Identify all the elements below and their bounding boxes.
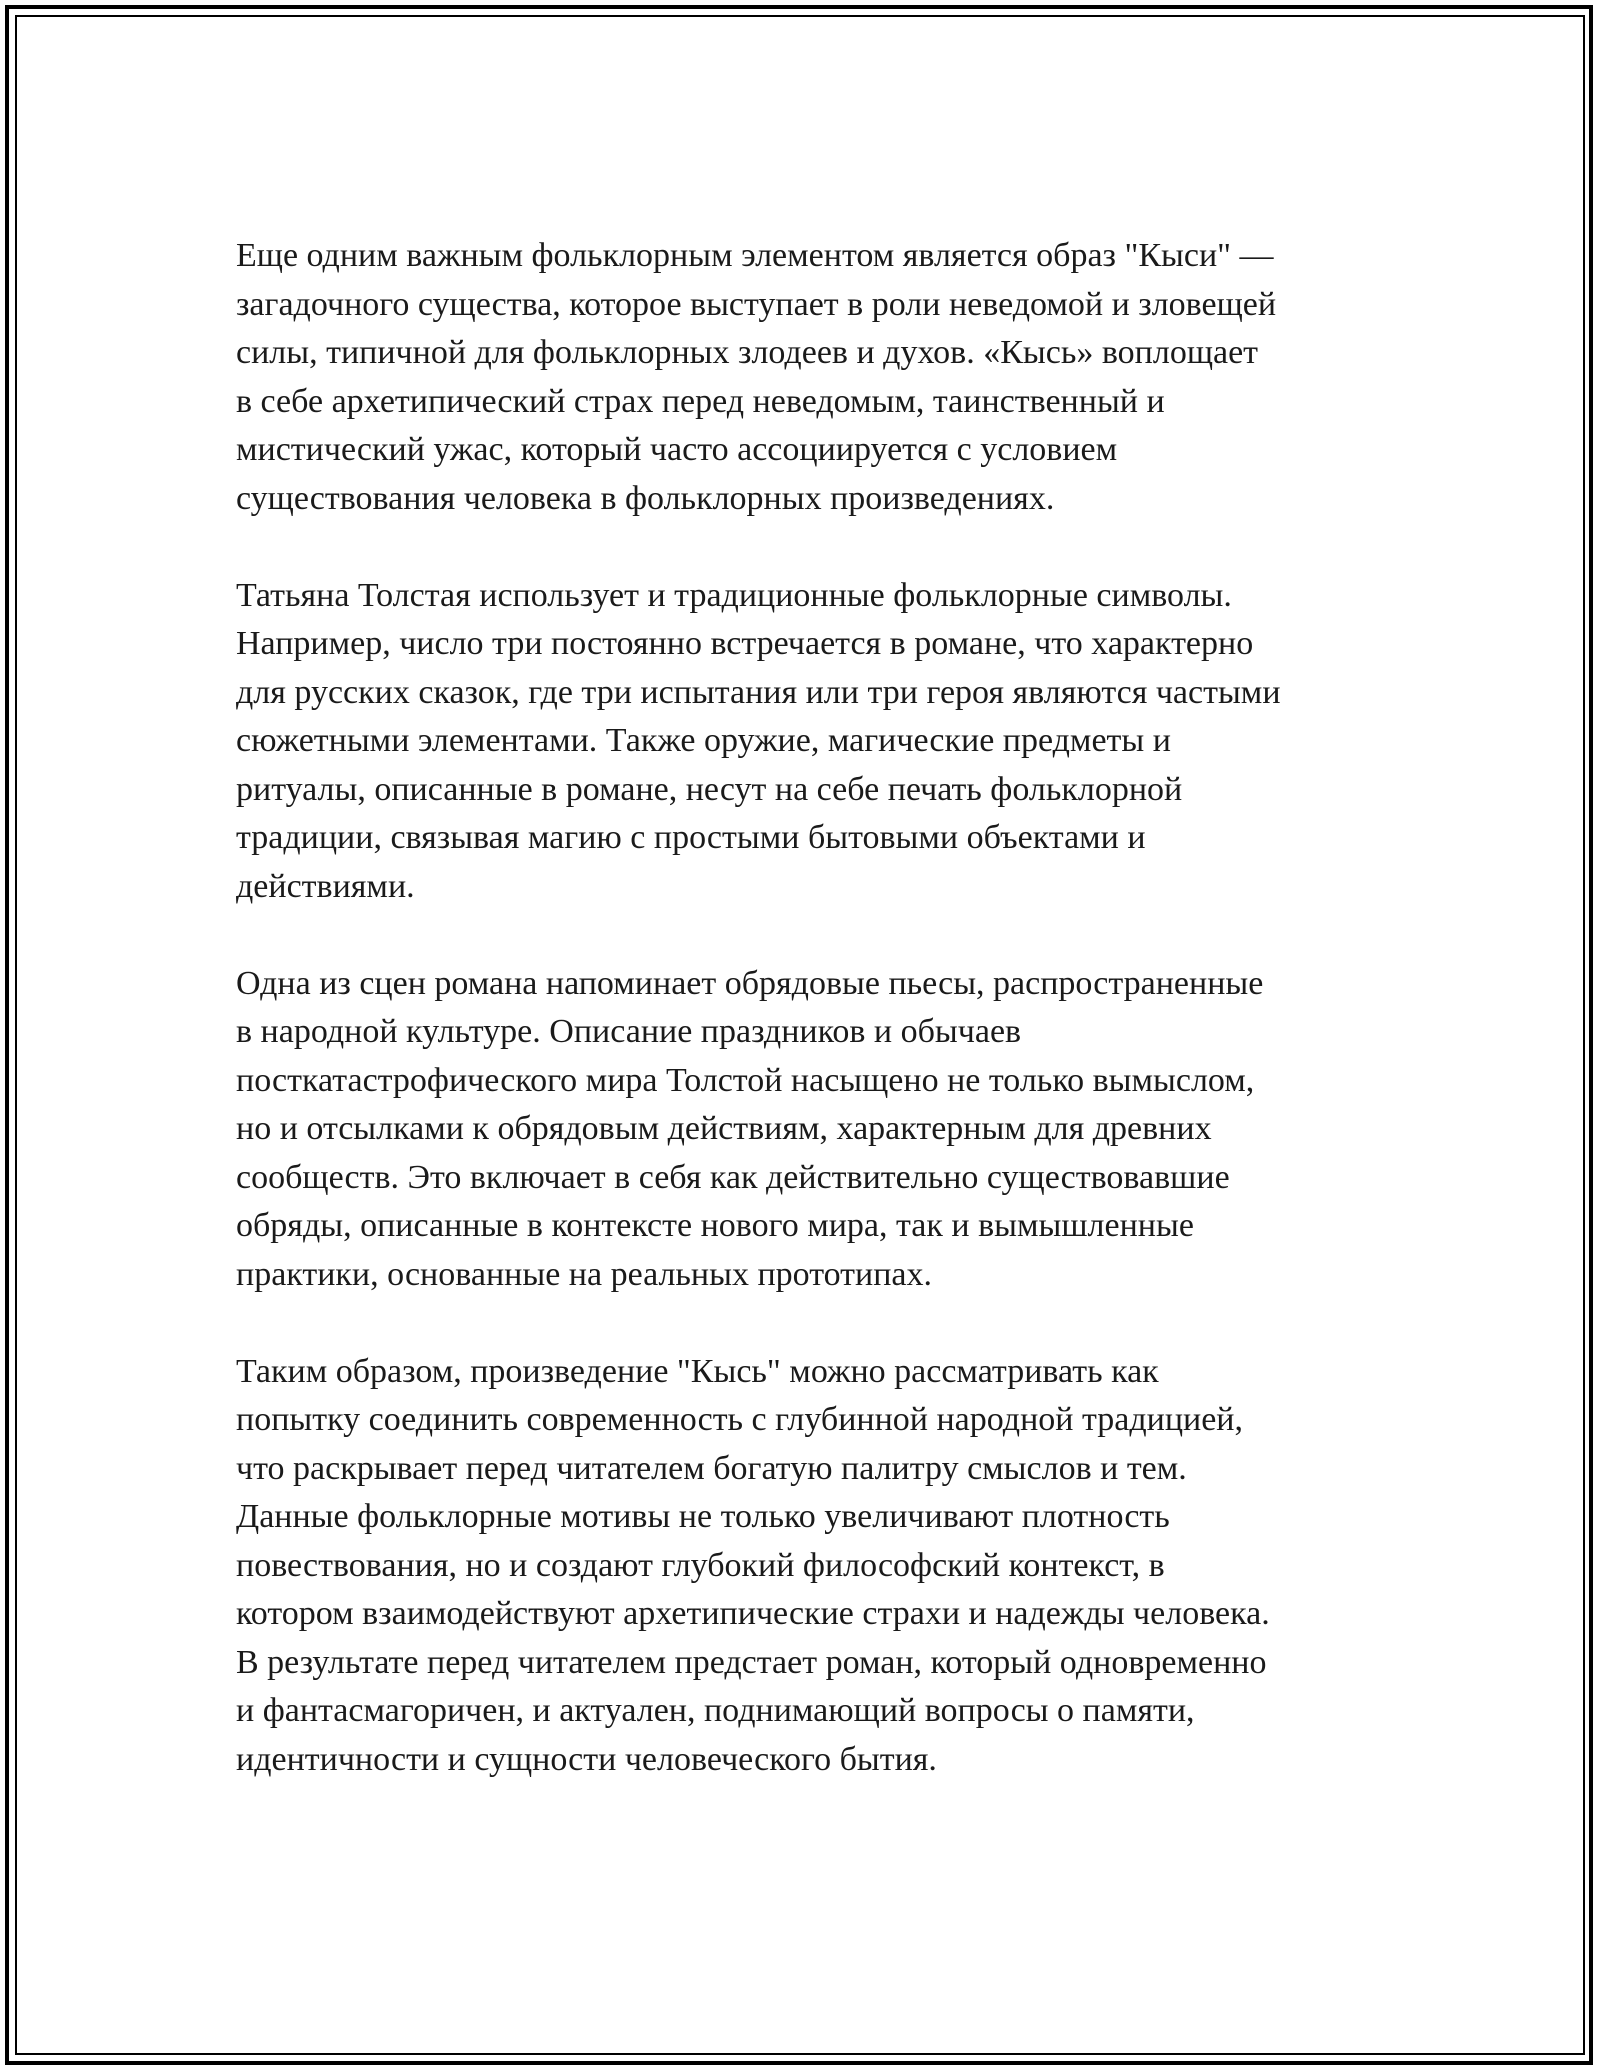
text-line: Татьяна Толстая использует и традиционные фольклорные символы. (236, 576, 1232, 614)
text-line: Одна из сцен романа напоминает обрядовые пьесы, распространенные (236, 964, 1264, 1002)
text-line: для русских сказок, где три испытания или три героя являются частыми (236, 673, 1281, 711)
text-line: посткатастрофического мира Толстой насыщено не только вымыслом, (236, 1061, 1255, 1099)
text-line: Таким образом, произведение "Кысь" можно рассматривать как (236, 1352, 1159, 1390)
text-line: мистический ужас, который часто ассоциируется с условием (236, 431, 1118, 468)
text-line: традиции, связывая магию с простыми бытовыми объектами и (236, 819, 1146, 856)
text-line: загадочного существа, которое выступает в роли неведомой и зловещей (236, 285, 1277, 323)
text-line: сообществ. Это включает в себя как действительно существовавшие (236, 1158, 1230, 1196)
text-line: Данные фольклорные мотивы не только увеличивают плотность (236, 1498, 1170, 1535)
text-line: попытку соединить современность с глубинной народной традицией, (236, 1401, 1244, 1438)
text-line: котором взаимодействуют архетипические страхи и надежды человека. (236, 1595, 1270, 1632)
paragraph-conclusion (236, 1348, 1386, 1785)
text-line: что раскрывает перед читателем богатую палитру смыслов и тем. (236, 1449, 1187, 1487)
text-line: в себе архетипический страх перед неведомым, таинственный и (236, 382, 1165, 420)
text-line: идентичности и сущности человеческого бытия. (236, 1740, 937, 1778)
text-line: силы, типичной для фольклорных злодеев и духов. «Кысь» воплощает (236, 334, 1259, 371)
text-line: но и отсылками к обрядовым действиям, характерным для древних (236, 1110, 1212, 1147)
text-line: практики, основанные на реальных прототипах. (236, 1255, 933, 1293)
text-line: сюжетными элементами. Также оружие, магические предметы и (236, 722, 1171, 759)
text-line: Например, число три постоянно встречается в романе, что характерно (236, 625, 1254, 662)
paragraph-kys-image (236, 232, 1386, 523)
text-line: Еще одним важным фольклорным элементом является образ "Кыси" — (236, 237, 1274, 274)
paragraph-ritual-scenes (236, 960, 1386, 1300)
document-body (236, 232, 1386, 1833)
text-line: ритуалы, описанные в романе, несут на себе печать фольклорной (236, 770, 1183, 808)
paragraph-folk-symbols (236, 572, 1386, 912)
text-line: в народной культуре. Описание праздников и обычаев (236, 1013, 1022, 1050)
text-line: и фантасмагоричен, и актуален, поднимающий вопросы о памяти, (236, 1692, 1195, 1729)
text-line: повествования, но и создают глубокий философский контекст, в (236, 1546, 1165, 1584)
text-line: обряды, описанные в контексте нового мира, так и вымышленные (236, 1207, 1194, 1244)
text-line: В результате перед читателем предстает роман, который одновременно (236, 1643, 1267, 1681)
text-line: действиями. (236, 867, 415, 905)
text-line: существования человека в фольклорных произведениях. (236, 479, 1055, 517)
